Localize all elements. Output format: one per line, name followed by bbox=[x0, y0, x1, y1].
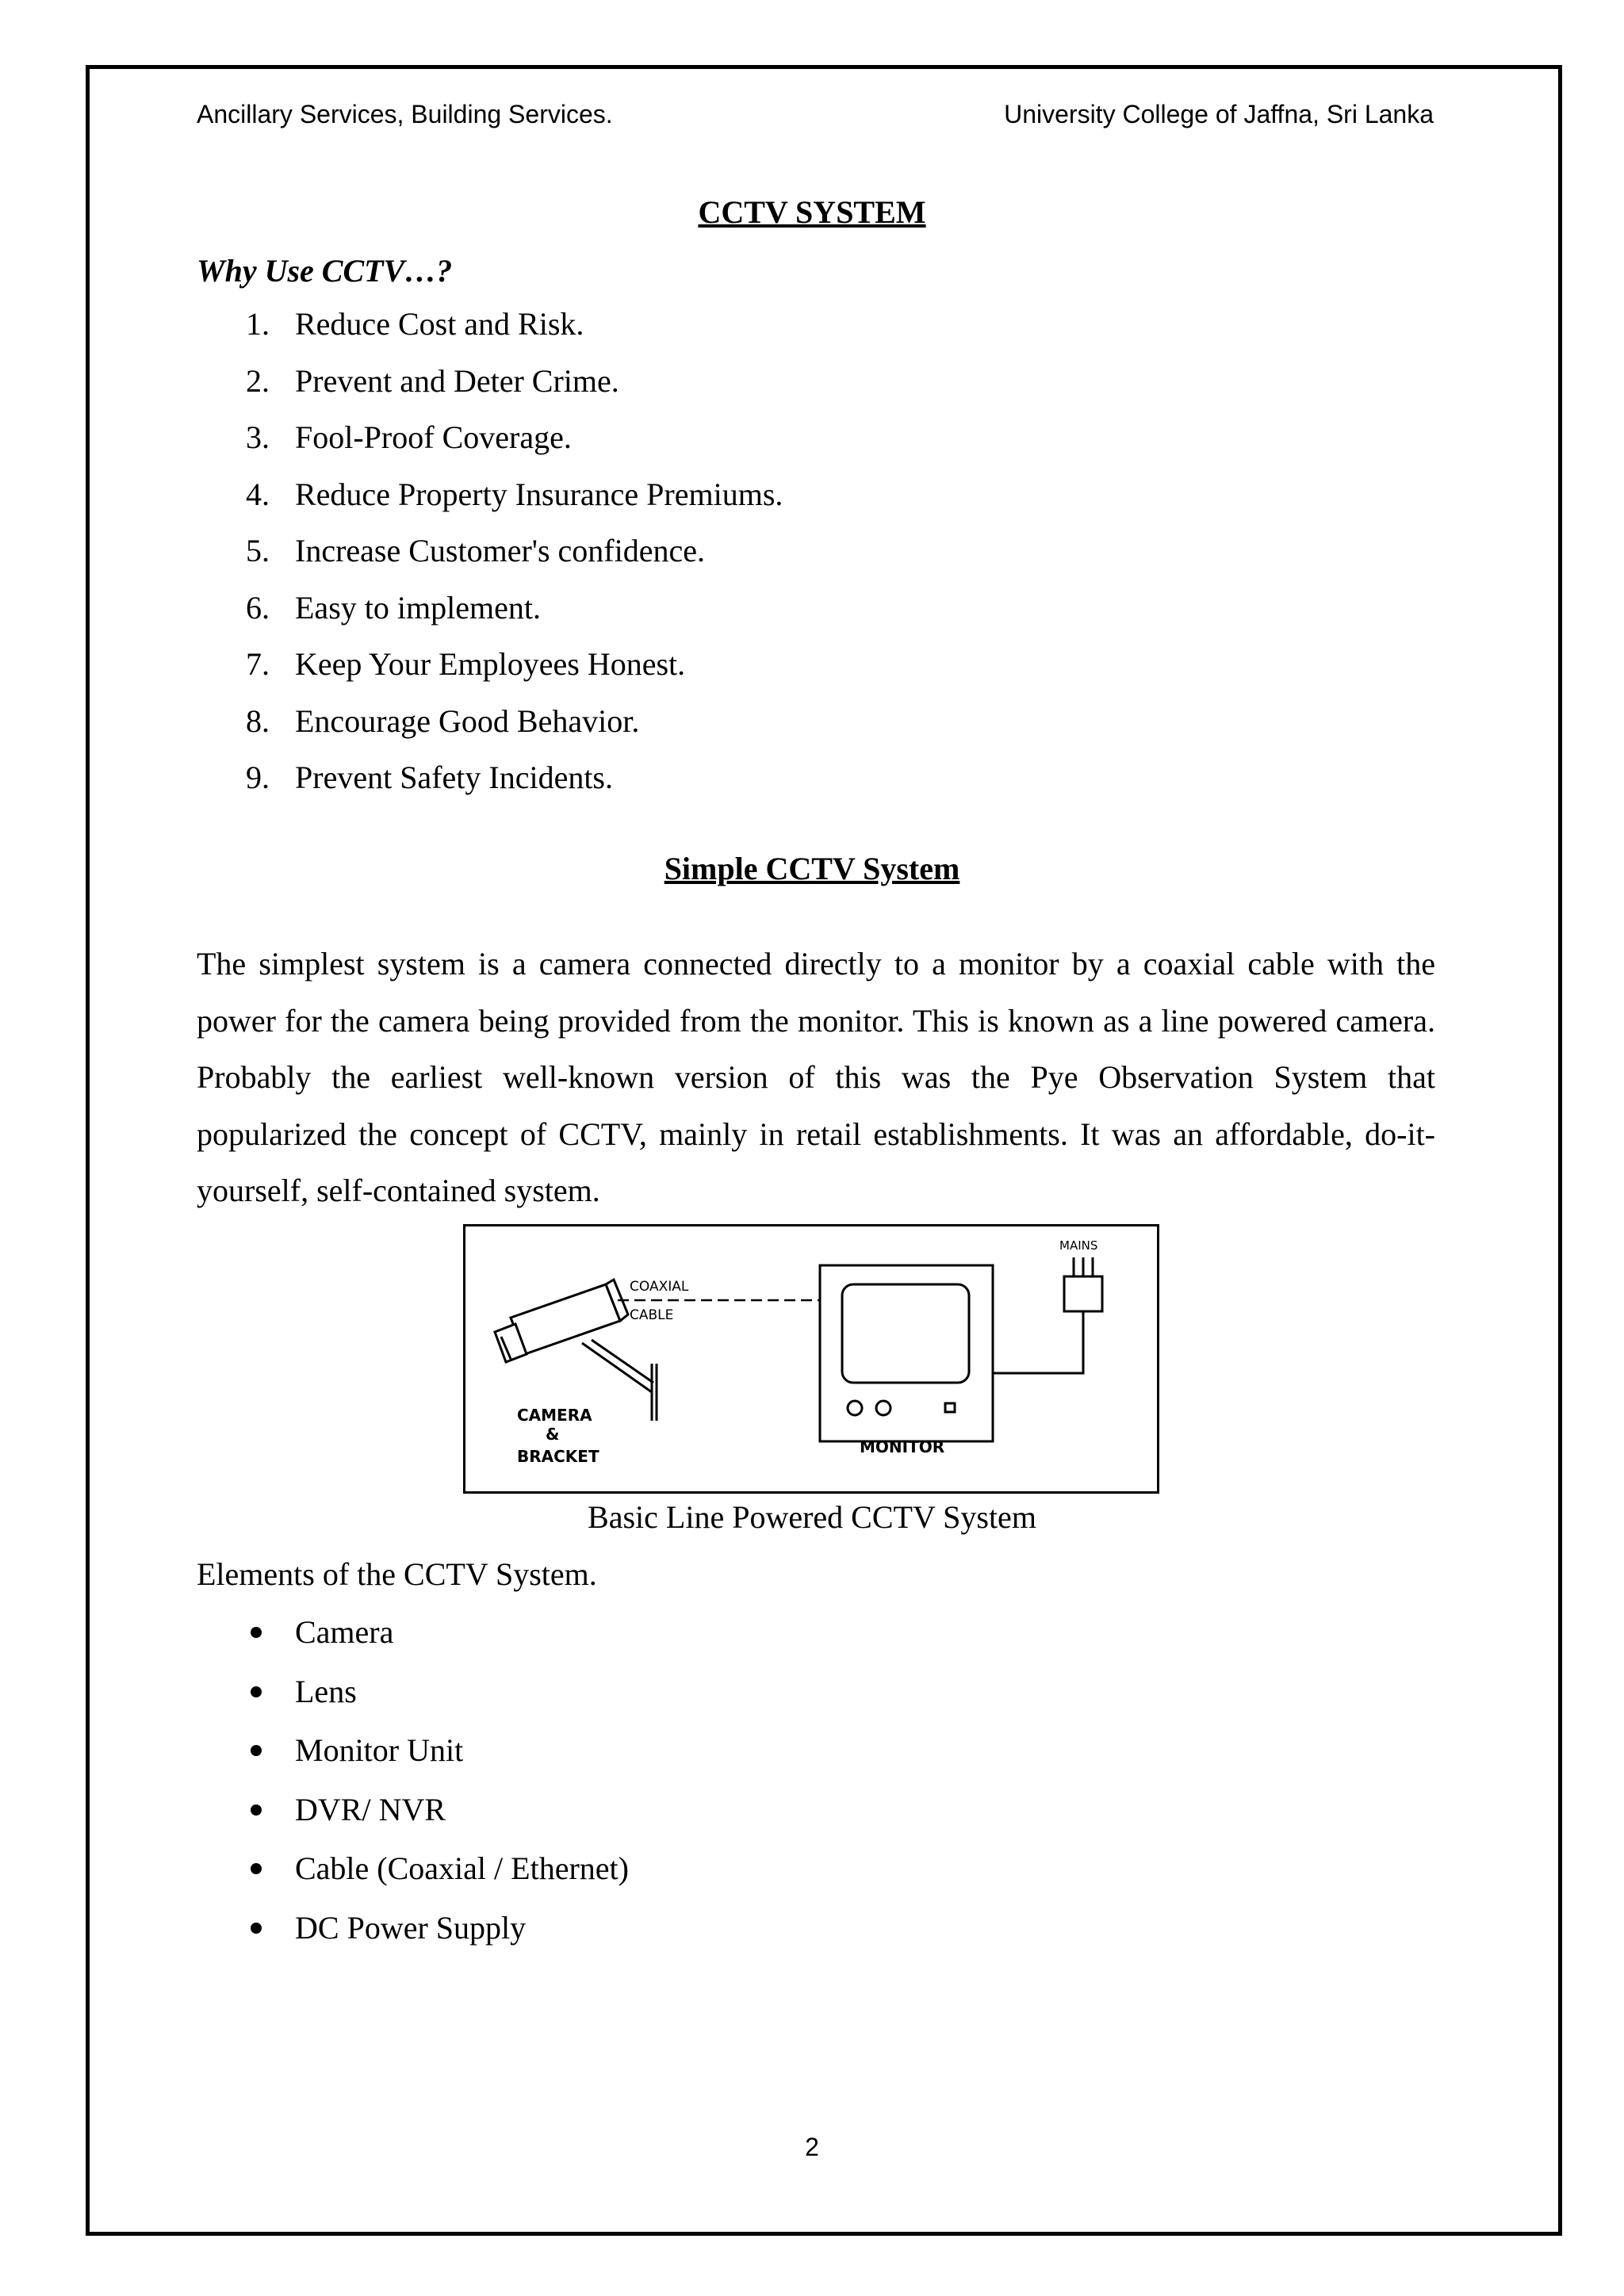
bullet-icon bbox=[251, 1804, 262, 1816]
why-heading: Why Use CCTV…? bbox=[197, 253, 453, 289]
list-text: DVR/ NVR bbox=[295, 1791, 446, 1827]
coaxial-label: COAXIAL bbox=[630, 1279, 689, 1295]
bullet-icon bbox=[251, 1686, 262, 1697]
list-text: Camera bbox=[295, 1614, 394, 1650]
page-title: CCTV SYSTEM bbox=[698, 194, 926, 230]
section-heading: Simple CCTV System bbox=[664, 851, 960, 886]
camera-label: CAMERA bbox=[517, 1406, 592, 1425]
bullet-icon bbox=[251, 1627, 262, 1638]
bullet-icon bbox=[251, 1863, 262, 1874]
ampersand-label: & bbox=[546, 1425, 560, 1444]
list-text: Keep Your Employees Honest. bbox=[295, 646, 686, 682]
list-text: Increase Customer's confidence. bbox=[295, 533, 705, 568]
elements-intro: Elements of the CCTV System. bbox=[197, 1556, 597, 1592]
monitor-icon bbox=[820, 1265, 993, 1441]
header-course: Ancillary Services, Building Services. bbox=[197, 100, 613, 128]
list-text: Prevent Safety Incidents. bbox=[295, 760, 613, 795]
list-number: 4. bbox=[246, 476, 270, 512]
cctv-diagram bbox=[463, 1224, 1159, 1494]
list-text: Lens bbox=[295, 1673, 357, 1709]
bullet-icon bbox=[251, 1745, 262, 1756]
list-text: Cable (Coaxial / Ethernet) bbox=[295, 1850, 629, 1886]
list-text: DC Power Supply bbox=[295, 1909, 527, 1946]
list-text: Encourage Good Behavior. bbox=[295, 702, 640, 739]
cable-label: CABLE bbox=[630, 1307, 674, 1323]
figure-caption: Basic Line Powered CCTV System bbox=[588, 1499, 1036, 1535]
list-text: Fool-Proof Coverage. bbox=[295, 419, 572, 455]
list-number: 3. bbox=[246, 419, 270, 455]
list-number: 2. bbox=[246, 362, 270, 399]
body-paragraph: The simplest system is a camera connected directly to a monitor by a coaxial cable with the power for the camera being provided from the monitor. This is known as a line powered camera. Probably the earliest well-known version of this was the Pye Observation System that popularized the concept of CCTV, mainly in retail establishments. It was an affordable, do-it-yourself, self-contained system. bbox=[197, 946, 1435, 1208]
list-text: Reduce Cost and Risk. bbox=[295, 306, 584, 342]
mains-label: MAINS bbox=[1059, 1238, 1098, 1253]
page-number: 2 bbox=[805, 2133, 819, 2161]
monitor-label: MONITOR bbox=[860, 1437, 945, 1456]
list-text: Easy to implement. bbox=[295, 589, 541, 626]
header-institution: University College of Jaffna, Sri Lanka bbox=[1004, 100, 1434, 128]
list-number: 5. bbox=[246, 533, 270, 568]
list-number: 6. bbox=[246, 589, 270, 626]
list-text: Reduce Property Insurance Premiums. bbox=[295, 476, 783, 512]
list-text: Monitor Unit bbox=[295, 1732, 464, 1768]
bullet-icon bbox=[251, 1923, 262, 1934]
bracket-label: BRACKET bbox=[517, 1447, 599, 1466]
list-text: Prevent and Deter Crime. bbox=[295, 362, 619, 399]
list-number: 1. bbox=[246, 306, 270, 342]
list-number: 8. bbox=[246, 702, 270, 739]
list-number: 7. bbox=[246, 646, 270, 682]
list-number: 9. bbox=[246, 760, 270, 795]
